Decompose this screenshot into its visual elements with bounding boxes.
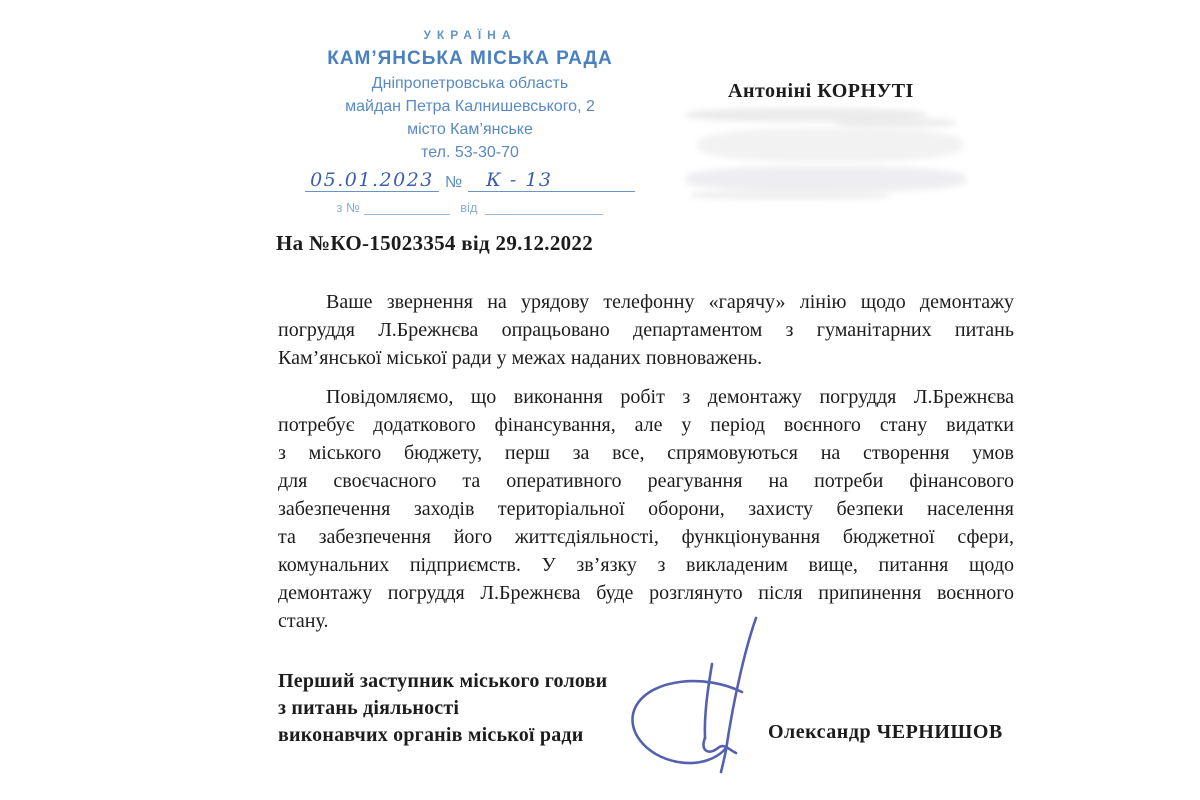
blank-underline: [485, 202, 603, 215]
handwritten-number: К - 13: [468, 169, 635, 192]
recipient-name: Антоніні КОРНУТІ: [728, 80, 914, 102]
stamp-number-label: №: [444, 174, 463, 191]
redaction-smudge: [690, 190, 890, 200]
stamp-address: майдан Петра Калнишевського, 2: [345, 98, 595, 115]
body-line: потребує додаткового фінансування, але у період воєнного стану видатки: [278, 414, 1014, 436]
letter-body: [278, 288, 1014, 646]
body-line: Кам’янської міської ради у межах наданих повноважень.: [278, 347, 763, 369]
stamp-row2-mid: від: [460, 200, 478, 215]
stamp-organization: КАМ’ЯНСЬКА МІСЬКА РАДА: [327, 48, 613, 69]
office-stamp: [305, 28, 635, 215]
redaction-smudge: [836, 118, 956, 128]
body-line: та забезпечення його життєдіяльності, функціонування бюджетної сфери,: [278, 526, 1014, 548]
handwritten-date: 05.01.2023: [305, 169, 439, 192]
body-line: для своєчасного та оперативного реагування на потреби фінансового: [278, 470, 1014, 492]
stamp-blank-row: [305, 200, 635, 215]
signature-position-line: виконавчих органів міської ради: [278, 724, 584, 746]
signatory-name: Олександр ЧЕРНИШОВ: [768, 721, 1003, 743]
redaction-smudge: [698, 128, 963, 162]
redaction-smudge: [686, 166, 966, 192]
stamp-country: УКРАЇНА: [423, 28, 517, 42]
body-line: погруддя Л.Брежнєва опрацьовано департаментом з гуманітарних питань: [278, 319, 1014, 341]
body-paragraph: [278, 288, 1014, 372]
signature-scribble: [622, 612, 782, 792]
stamp-city: місто Кам’янське: [407, 121, 533, 138]
stamp-date-number-row: [305, 169, 635, 192]
stamp-row2-prefix: з №: [336, 200, 361, 215]
stamp-region: Дніпропетровська область: [371, 75, 569, 92]
body-line: комунальних підприємств. У зв’язку з викладеним вище, питання щодо: [278, 554, 1014, 576]
reference-line: На №КО-15023354 від 29.12.2022: [276, 231, 594, 255]
body-line: з міського бюджету, перш за все, спрямовуються на створення умов: [278, 442, 1014, 464]
body-line: демонтажу погруддя Л.Брежнєва буде розглянуто після припинення воєнного: [278, 582, 1014, 604]
body-line: стану.: [278, 610, 329, 632]
redacted-address-block: [686, 106, 978, 202]
body-line: Повідомляємо, що виконання робіт з демонтажу погруддя Л.Брежнєва: [326, 386, 1014, 408]
body-paragraph: [278, 383, 1014, 635]
signature-position-line: з питань діяльності: [278, 697, 460, 719]
signature-position-line: Перший заступник міського голови: [278, 670, 608, 692]
body-line: Ваше звернення на урядову телефонну «гарячу» лінію щодо демонтажу: [326, 291, 1014, 313]
stamp-phone: тел. 53-30-70: [421, 144, 519, 161]
body-line: забезпечення заходів територіальної оборони, захисту безпеки населення: [278, 498, 1014, 520]
blank-underline: [364, 202, 450, 215]
signature-position: [278, 668, 607, 749]
